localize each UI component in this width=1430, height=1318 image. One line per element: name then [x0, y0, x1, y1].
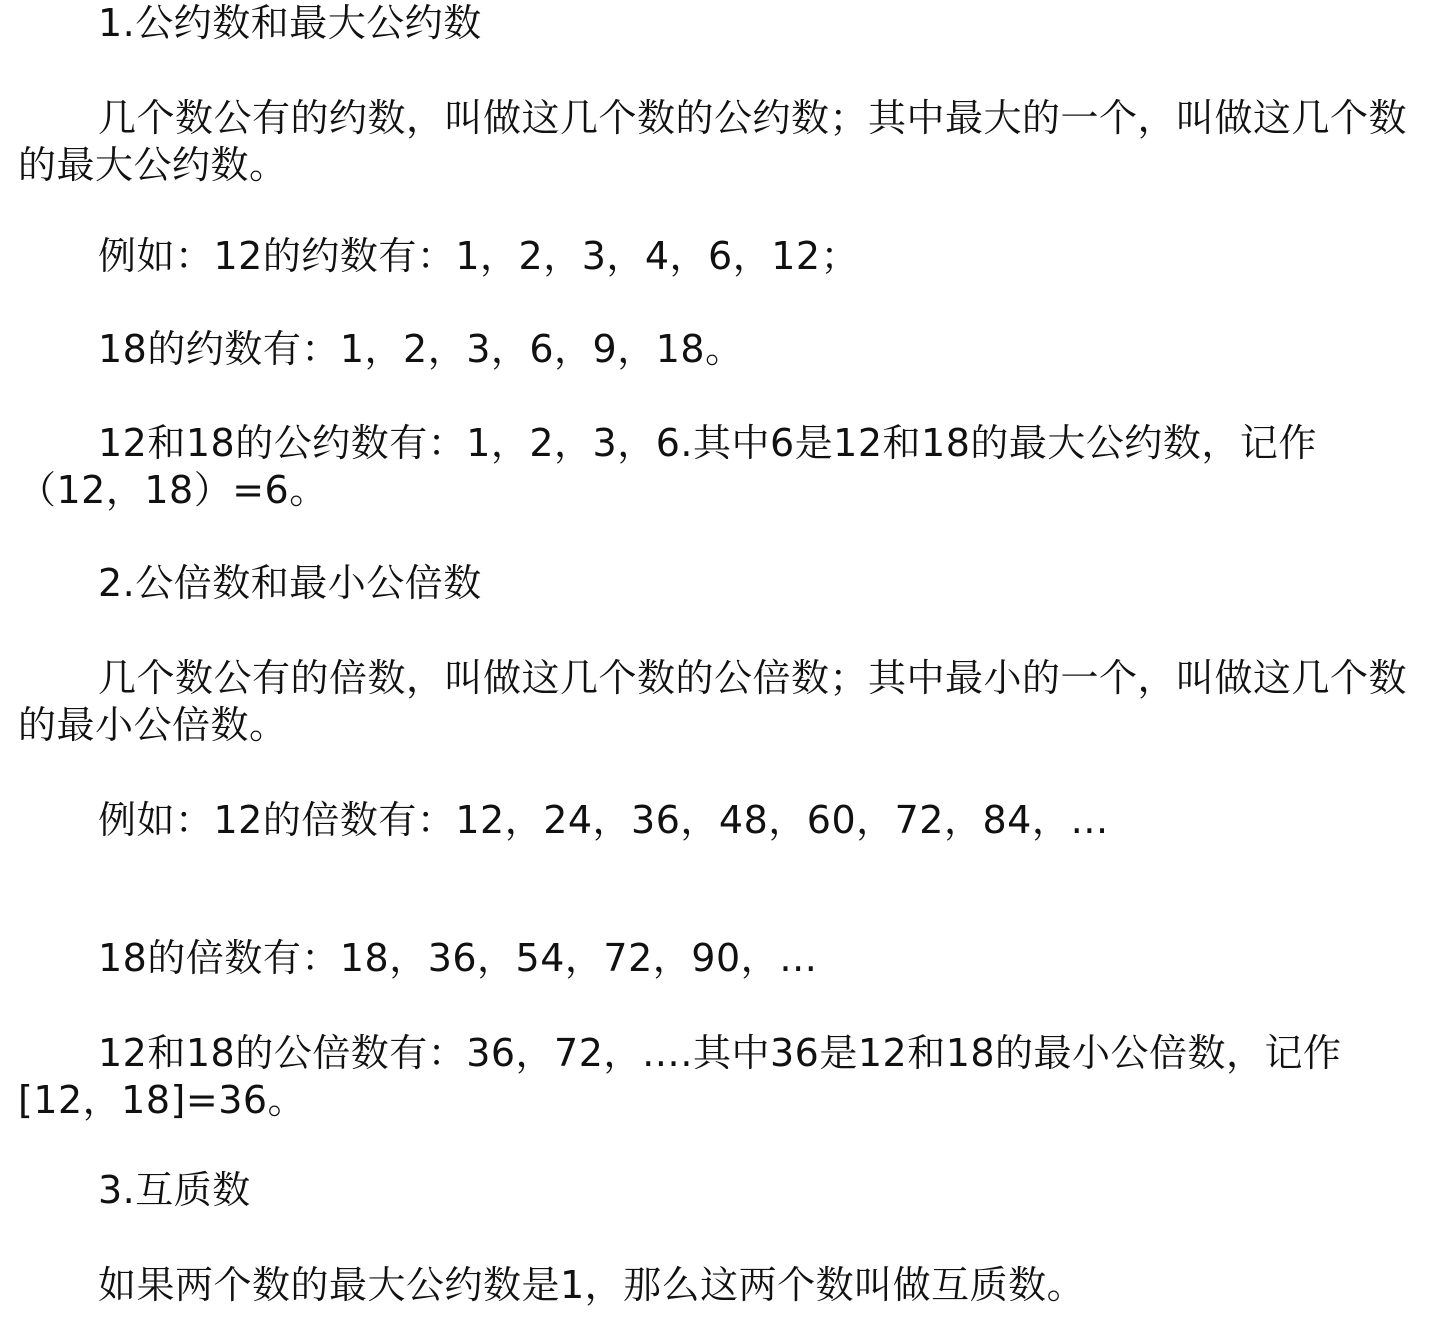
section-1-example-12: 例如：12的约数有：1，2，3，4，6，12；	[98, 234, 860, 278]
section-2-definition: 几个数公有的倍数，叫做这几个数的公倍数；其中最小的一个，叫做这几个数的最小公倍数。	[18, 656, 1408, 747]
section-2-example-18: 18的倍数有：18，36，54，72，90，…	[98, 936, 818, 980]
section-1-example-18: 18的约数有：1，2，3，6，9，18。	[98, 327, 744, 371]
section-3-heading: 3.互质数	[98, 1168, 251, 1212]
section-1-heading: 1.公约数和最大公约数	[98, 1, 482, 45]
section-1-conclusion: 12和18的公约数有：1，2，3，6.其中6是12和18的最大公约数，记作（12，18）=6。	[18, 421, 1317, 512]
section-1-definition: 几个数公有的约数，叫做这几个数的公约数；其中最大的一个，叫做这几个数的最大公约数。	[18, 96, 1408, 187]
section-3-definition: 如果两个数的最大公约数是1，那么这两个数叫做互质数。	[98, 1263, 1086, 1307]
section-2-heading: 2.公倍数和最小公倍数	[98, 561, 482, 605]
section-2-conclusion: 12和18的公倍数有：36，72，….其中36是12和18的最小公倍数，记作[12，18]=36。	[18, 1031, 1342, 1122]
section-2-example-12: 例如：12的倍数有：12，24，36，48，60，72，84，…	[98, 798, 1109, 842]
